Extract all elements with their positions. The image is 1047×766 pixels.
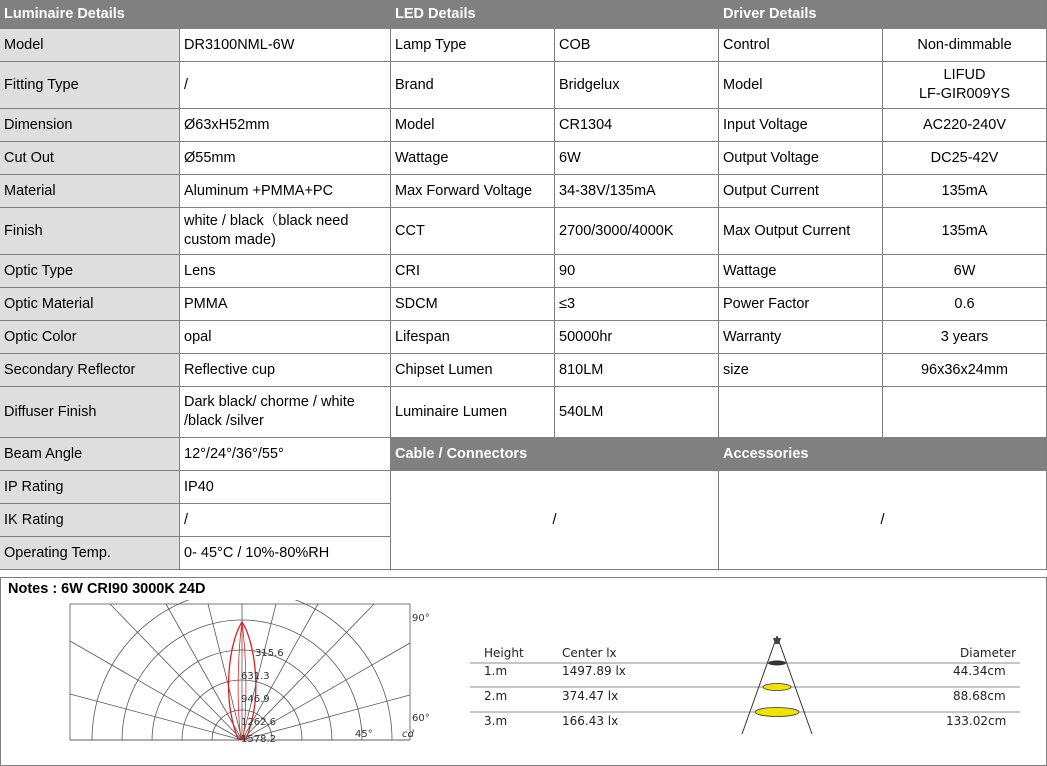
led-value: ≤3 <box>555 288 719 321</box>
led-value: CR1304 <box>555 109 719 142</box>
driver-value <box>883 62 1047 109</box>
driver-label: Power Factor <box>719 288 883 321</box>
led-value: 810LM <box>555 354 719 387</box>
driver-value: Non-dimmable <box>883 29 1047 62</box>
luminaire-value: Aluminum +PMMA+PC <box>180 175 391 208</box>
accessories-header: Accessories <box>719 438 883 471</box>
driver-label: Output Voltage <box>719 142 883 175</box>
angle-label: 90° <box>412 613 430 624</box>
led-label: Luminaire Lumen <box>391 387 555 438</box>
luminaire-label: Fitting Type <box>0 62 180 109</box>
driver-value: AC220-240V <box>883 109 1047 142</box>
luminaire-label: IP Rating <box>0 471 180 504</box>
luminaire-value: Ø55mm <box>180 142 391 175</box>
driver-label: Output Current <box>719 175 883 208</box>
led-details-header: LED Details <box>391 0 555 29</box>
led-label: CCT <box>391 208 555 255</box>
notes-title: Notes : 6W CRI90 3000K 24D <box>8 581 206 597</box>
luminaire-value: / <box>180 504 391 537</box>
luminaire-value: PMMA <box>180 288 391 321</box>
luminaire-label: Secondary Reflector <box>0 354 180 387</box>
led-label: Brand <box>391 62 555 109</box>
height-cell: 2.m <box>484 689 508 703</box>
ring-value-label: 1262.6 <box>241 717 276 728</box>
luminaire-label: Optic Material <box>0 288 180 321</box>
driver-empty-cell <box>883 387 1047 438</box>
luminaire-value: 12°/24°/36°/55° <box>180 438 391 471</box>
unit-label: cd <box>402 729 414 740</box>
beam-spot-1m <box>768 661 786 666</box>
driver-value: DC25-42V <box>883 142 1047 175</box>
driver-model-line1: LIFUD <box>943 67 986 83</box>
led-label: CRI <box>391 255 555 288</box>
luminaire-value: Reflective cup <box>180 354 391 387</box>
luminaire-value: DR3100NML-6W <box>180 29 391 62</box>
illuminance-table <box>470 630 1030 740</box>
led-label: Model <box>391 109 555 142</box>
driver-value: 3 years <box>883 321 1047 354</box>
driver-value: 135mA <box>883 175 1047 208</box>
beam-spot-3m <box>755 708 799 717</box>
led-value: 34-38V/135mA <box>555 175 719 208</box>
led-value: 90 <box>555 255 719 288</box>
led-value: 50000hr <box>555 321 719 354</box>
angle-label: 45° <box>355 729 373 740</box>
led-value: Bridgelux <box>555 62 719 109</box>
luminaire-value: / <box>180 62 391 109</box>
led-label: SDCM <box>391 288 555 321</box>
luminaire-label: Dimension <box>0 109 180 142</box>
center-lux-cell: 1497.89 lx <box>562 664 626 678</box>
height-cell: 1.m <box>484 664 508 678</box>
led-value: 2700/3000/4000K <box>555 208 719 255</box>
driver-label: Warranty <box>719 321 883 354</box>
driver-value: 96x36x24mm <box>883 354 1047 387</box>
luminaire-value: Lens <box>180 255 391 288</box>
luminaire-value: opal <box>180 321 391 354</box>
luminaire-value: 0- 45°C / 10%-80%RH <box>180 537 391 570</box>
luminaire-label: Diffuser Finish <box>0 387 180 438</box>
header-blank <box>883 438 1047 471</box>
header-blank <box>883 0 1047 29</box>
diameter-cell: 88.68cm <box>953 689 1006 703</box>
header-blank <box>180 0 391 29</box>
header-blank <box>555 438 719 471</box>
accessories-value: / <box>719 471 1047 570</box>
polar-light-distribution-diagram <box>40 600 440 750</box>
led-label: Chipset Lumen <box>391 354 555 387</box>
cable-connectors-header: Cable / Connectors <box>391 438 555 471</box>
ring-value-label: 1578.2 <box>241 734 276 745</box>
led-value: 540LM <box>555 387 719 438</box>
led-label: Max Forward Voltage <box>391 175 555 208</box>
height-cell: 3.m <box>484 714 508 728</box>
luminaire-label: Operating Temp. <box>0 537 180 570</box>
driver-label: Control <box>719 29 883 62</box>
driver-value: 6W <box>883 255 1047 288</box>
luminaire-label: IK Rating <box>0 504 180 537</box>
led-value: COB <box>555 29 719 62</box>
driver-model-line2: LF-GIR009YS <box>918 86 1011 102</box>
driver-label: size <box>719 354 883 387</box>
diameter-cell: 133.02cm <box>946 714 1007 728</box>
col-header-diameter: Diameter <box>960 646 1017 660</box>
driver-value: 0.6 <box>883 288 1047 321</box>
diameter-cell: 44.34cm <box>953 664 1006 678</box>
luminaire-label: Finish <box>0 208 180 255</box>
col-header-center-lux: Center lx <box>562 646 617 660</box>
luminaire-label: Optic Type <box>0 255 180 288</box>
center-lux-cell: 166.43 lx <box>562 714 619 728</box>
led-label: Lifespan <box>391 321 555 354</box>
luminaire-value: Dark black/ chorme / white /black /silver <box>180 387 391 438</box>
led-label: Lamp Type <box>391 29 555 62</box>
luminaire-label: Model <box>0 29 180 62</box>
luminaire-details-header: Luminaire Details <box>0 0 180 29</box>
luminaire-value: IP40 <box>180 471 391 504</box>
luminaire-label: Cut Out <box>0 142 180 175</box>
ring-value-label: 946.9 <box>241 694 270 705</box>
driver-value: 135mA <box>883 208 1047 255</box>
driver-label: Model <box>719 62 883 109</box>
cable-connectors-value: / <box>391 471 719 570</box>
luminaire-label: Optic Color <box>0 321 180 354</box>
driver-details-header: Driver Details <box>719 0 883 29</box>
luminaire-value: white / black（black need custom made) <box>180 208 391 255</box>
driver-label: Wattage <box>719 255 883 288</box>
ring-value-label: 631.3 <box>241 671 270 682</box>
col-header-height: Height <box>484 646 524 660</box>
center-lux-cell: 374.47 lx <box>562 689 619 703</box>
driver-label: Max Output Current <box>719 208 883 255</box>
driver-empty-cell <box>719 387 883 438</box>
led-value: 6W <box>555 142 719 175</box>
driver-label: Input Voltage <box>719 109 883 142</box>
luminaire-label: Material <box>0 175 180 208</box>
header-blank <box>555 0 719 29</box>
beam-spot-2m <box>763 684 791 691</box>
angle-label: 60° <box>412 713 430 724</box>
ring-value-label: 315.6 <box>255 648 284 659</box>
luminaire-value: Ø63xH52mm <box>180 109 391 142</box>
led-label: Wattage <box>391 142 555 175</box>
luminaire-label: Beam Angle <box>0 438 180 471</box>
